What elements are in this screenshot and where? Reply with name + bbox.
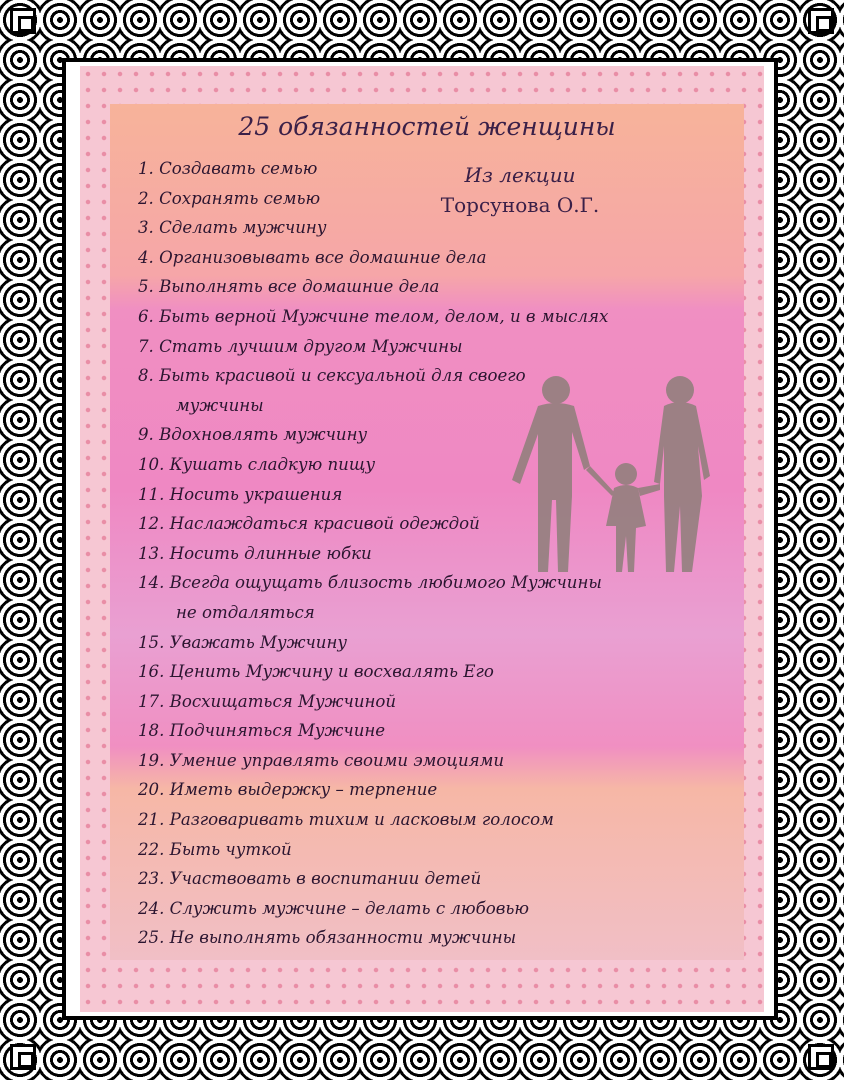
list-item-continuation: не отдаляться [176, 602, 315, 622]
list-item: 2. Сохранять семью [138, 188, 321, 208]
list-item: 1. Создавать семью [138, 159, 318, 178]
list-item: 6. Быть верной Мужчине телом, делом, и в мыслях [138, 306, 609, 326]
list-item: 19. Умение управлять своими эмоциями [138, 750, 505, 770]
list-item: 3. Сделать мужчину [138, 218, 327, 238]
page-title: 25 обязанностей женщины [238, 112, 616, 141]
list-item: 24. Служить мужчине – делать с любовью [138, 898, 529, 918]
list-item: 11. Носить украшения [138, 484, 343, 504]
list-item: 16. Ценить Мужчину и восхвалять Его [138, 662, 494, 682]
list-item: 20. Иметь выдержку – терпение [138, 780, 438, 800]
duties-list [138, 154, 728, 953]
list-item: 4. Организовывать все домашние дела [138, 247, 487, 267]
list-item: 18. Подчиняться Мужчине [138, 721, 386, 741]
list-item: 22. Быть чуткой [138, 839, 292, 859]
source-line-2: Торсунова О.Г. [440, 193, 600, 217]
list-item: 9. Вдохновлять мужчину [138, 425, 368, 445]
list-item-continuation: мужчины [176, 395, 264, 415]
list-item: 5. Выполнять все домашние дела [138, 277, 440, 297]
list-item: 25. Не выполнять обязанности мужчины [138, 928, 517, 948]
list-item: 8. Быть красивой и сексуальной для своего [138, 366, 526, 386]
corner-ornament-bottom-left [10, 1044, 36, 1070]
list-item: 10. Кушать сладкую пищу [138, 454, 376, 474]
source-line-1: Из лекции [464, 163, 576, 187]
list-item: 7. Стать лучшим другом Мужчины [138, 336, 463, 356]
list-item: 14. Всегда ощущать близость любимого Мужчины [138, 573, 602, 593]
list-item: 12. Наслаждаться красивой одеждой [138, 514, 480, 534]
list-item: 23. Участвовать в воспитании детей [138, 869, 482, 889]
list-item: 13. Носить длинные юбки [138, 543, 372, 563]
list-item: 15. Уважать Мужчину [138, 632, 348, 652]
corner-ornament-bottom-right [808, 1044, 834, 1070]
list-item: 17. Восхищаться Мужчиной [138, 691, 397, 711]
corner-ornament-top-right [808, 8, 834, 34]
list-item: 21. Разговаривать тихим и ласковым голосом [138, 810, 554, 830]
corner-ornament-top-left [10, 8, 36, 34]
